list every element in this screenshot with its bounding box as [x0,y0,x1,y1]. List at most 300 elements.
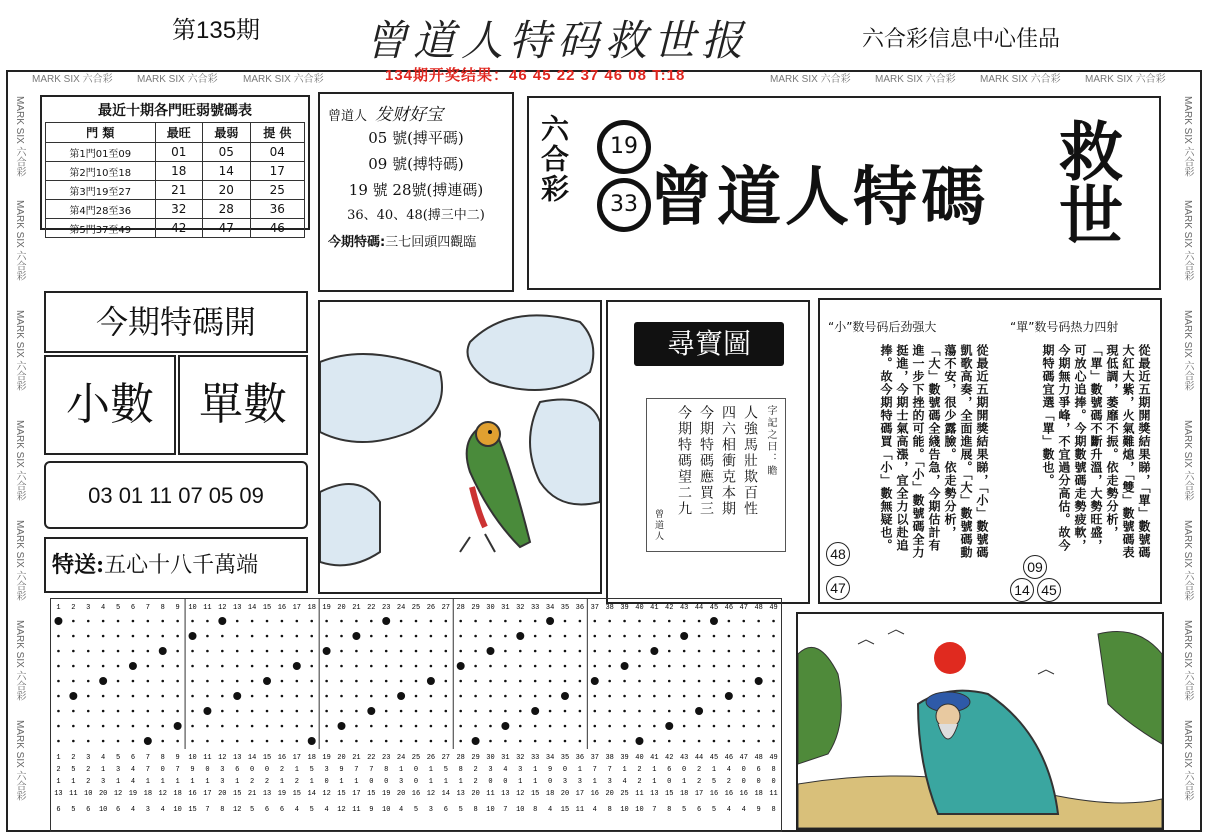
grid-stat-value: 1 [711,766,717,774]
grid-header-number: 1 [56,754,61,762]
grid-stat-value: 1 [160,778,165,786]
number-circle: 45 [1037,578,1061,602]
grid-header-number: 44 [694,754,704,762]
grid-dot [564,725,567,728]
grid-dot [161,620,164,623]
grid-stat-value: 1 [682,778,687,786]
table-cell: 21 [155,181,203,200]
table-cell: 36 [250,200,304,219]
grid-dot [593,740,596,743]
grid-dot [296,725,299,728]
grid-dot [221,710,224,713]
grid-dot [504,710,507,713]
grid-header-number: 13 [233,754,242,762]
grid-stat-value: 4 [503,766,508,774]
grid-stat-value: 1 [652,778,657,786]
grid-dot [266,740,269,743]
hot-table-grid [45,122,305,238]
grid-header-number: 18 [307,604,316,612]
grid-dot [176,680,179,683]
grid-dot [668,620,671,623]
grid-dot [653,635,656,638]
grid-header-number: 29 [471,754,480,762]
grid-stat-value: 17 [694,790,704,798]
grid-dot [236,740,239,743]
grid-dot [430,635,433,638]
grid-stat-value: 12 [113,790,123,798]
grid-header-number: 30 [486,754,495,762]
grid-stat-value: 3 [145,806,150,814]
grid-dot [87,740,90,743]
grid-dot [772,665,775,668]
grid-dot [370,650,373,653]
grid-stat-value: 2 [473,766,478,774]
analysis-head-left: “小”数号码后劲强大 [828,320,937,334]
grid-header-number: 39 [620,604,629,612]
watermark: MARK SIX 六合彩 [14,720,25,801]
grid-stat-value: 1 [175,778,180,786]
grid-dot [236,710,239,713]
grid-dot [444,665,447,668]
special-label: 今期特碼: [328,235,386,250]
tip-line: 36、40、48(搏三中二) [347,208,485,223]
grid-dot [69,692,77,700]
grid-stat-value: 10 [516,806,525,814]
grid-dot [504,740,507,743]
grid-dot [504,635,507,638]
grid-stat-value: 9 [369,806,374,814]
grid-stat-value: 15 [292,790,302,798]
watermark: MARK SIX 六合彩 [1182,520,1193,601]
grid-dot [57,680,60,683]
grid-dot [698,620,701,623]
number-circle: 48 [826,542,850,566]
grid-header-number: 26 [426,754,436,762]
grid-dot [340,695,343,698]
grid-dot [400,665,403,668]
grid-stat-value: 1 [309,778,314,786]
grid-dot [325,725,328,728]
grid-dot [281,635,284,638]
grid-dot [266,665,269,668]
grid-header-number: 38 [605,604,614,612]
grid-dot [72,740,75,743]
grid-stat-value: 3 [324,766,329,774]
grid-dot [251,710,254,713]
grid-stat-value: 3 [518,766,523,774]
grid-header-number: 40 [635,754,644,762]
analysis-right-text: 從最近五期開獎結果睇，「單」數號碼大紅大紫，火氣難熄，「雙」數號碼表現低調，萎靡不振。依走勢分析，「單」數號碼不斷升溫，大勢旺盛，可放心追捧。今期數號碼走勢疲軟，今期無力爭峰，不宜過分高估。故今期特碼宜選「單」數也。 [1041,344,1151,559]
grid-dot [251,665,254,668]
grid-dot [650,647,658,655]
grid-dot [638,635,641,638]
grid-dot [355,725,358,728]
grid-stat-value: 12 [516,790,525,798]
grid-dot [757,620,760,623]
grid-dot [415,740,418,743]
grid-dot [549,650,552,653]
grid-dot [519,725,522,728]
grid-stat-value: 0 [547,778,553,786]
grid-stat-value: 7 [652,806,657,814]
grid-dot [293,662,301,670]
grid-dot [400,725,403,728]
grid-dot [608,650,611,653]
grid-dot [176,650,179,653]
grid-stat-value: 1 [339,778,344,786]
grid-dot [251,635,254,638]
grid-stat-value: 16 [590,790,599,798]
grid-dot [72,710,75,713]
grid-dot [236,665,239,668]
grid-header-number: 41 [650,754,659,762]
grid-dot [87,725,90,728]
grid-stat-value: 17 [352,790,361,798]
grid-stat-value: 16 [709,790,719,798]
grid-stat-value: 0 [562,766,568,774]
table-cell: 第3門19至27 [46,181,156,200]
grid-dot [534,725,537,728]
grid-dot [87,710,90,713]
grid-dot [698,695,701,698]
grid-dot [623,635,626,638]
grid-dot [87,695,90,698]
grid-dot [310,620,313,623]
grid-dot [325,740,328,743]
grid-dot [459,725,462,728]
grid-stat-value: 0 [384,778,389,786]
grid-stat-value: 8 [771,766,776,774]
grid-header-number: 20 [337,604,346,612]
grid-dot [772,740,775,743]
grid-dot [206,665,209,668]
table-cell: 14 [203,162,251,181]
grid-header-number: 36 [575,604,585,612]
sig-name: 曾道人 [328,109,368,124]
grid-dot [579,635,582,638]
grid-dot [325,665,328,668]
grid-dot [564,665,567,668]
ball-2: 33 [597,178,651,232]
table-cell: 第4門28至36 [46,200,156,219]
tip-line: 09 號(搏特碼) [368,155,464,173]
grid-stat-value: 20 [471,790,480,798]
grid-stat-value: 8 [771,806,776,814]
grid-stat-value: 6 [279,806,285,814]
grid-stat-value: 4 [547,806,553,814]
grid-dot [385,710,388,713]
grid-header-number: 12 [218,604,227,612]
grid-dot [400,710,403,713]
grid-stat-value: 3 [399,778,404,786]
grid-dot [310,680,313,683]
grid-dot [415,620,418,623]
grid-dot [725,692,733,700]
grid-dot [132,740,135,743]
grid-header-number: 5 [115,754,121,762]
grid-header-number: 9 [175,754,180,762]
grid-header-number: 19 [322,604,331,612]
number-circle: 14 [1010,578,1034,602]
watermark: MARK SIX 六合彩 [1182,720,1193,801]
grid-stat-value: 20 [560,790,570,798]
grid-stat-value: 11 [575,806,585,814]
grid-dot [176,620,179,623]
grid-stat-value: 2 [696,766,702,774]
grid-dot [236,620,239,623]
grid-dot [161,665,164,668]
grid-dot [221,695,224,698]
ball-1: 19 [597,120,651,174]
grid-dot [266,695,269,698]
grid-dot [176,710,179,713]
grid-stat-value: 12 [426,790,436,798]
grid-header-number: 49 [769,754,778,762]
grid-dot [355,710,358,713]
grid-header-number: 42 [665,754,674,762]
grid-dot [117,635,120,638]
grid-stat-value: 8 [667,806,672,814]
grid-stat-value: 1 [428,778,433,786]
grid-stat-value: 11 [352,806,361,814]
grid-dot [191,725,194,728]
grid-header-number: 6 [130,754,136,762]
grid-dot [132,710,135,713]
grid-dot [72,725,75,728]
grid-header-number: 24 [396,754,406,762]
grid-dot [683,725,686,728]
draw-result: 134期开奖结果：46 45 22 37 46 08 T:18 [385,67,686,84]
grid-stat-value: 0 [741,766,746,774]
watermark: MARK SIX 六合彩 [1182,200,1193,281]
grid-dot [102,725,105,728]
grid-dot [593,725,596,728]
grid-stat-value: 7 [175,766,180,774]
grid-dot [355,680,358,683]
grid-dot [132,680,135,683]
grid-header-number: 23 [382,604,391,612]
grid-dot [415,710,418,713]
grid-dot [593,650,596,653]
grid-dot [579,665,582,668]
grid-stat-value: 17 [203,790,212,798]
grid-dot [400,620,403,623]
special-small: 小數 [44,355,176,455]
grid-dot [549,740,552,743]
grid-dot [519,680,522,683]
grid-stat-value: 4 [741,806,746,814]
grid-stat-value: 14 [441,790,450,798]
grid-dot [713,665,716,668]
grid-stat-value: 4 [399,806,404,814]
grid-dot [161,710,164,713]
grid-dot [57,650,60,653]
grid-dot [355,695,358,698]
grid-stat-value: 0 [756,778,761,786]
grid-dot [459,650,462,653]
tip-line: 19 號 28號(搏連碼) [348,181,484,199]
grid-dot [310,695,313,698]
grid-stat-value: 12 [337,806,346,814]
grid-dot [117,680,120,683]
watermark: MARK SIX 六合彩 [770,74,851,85]
grid-dot [236,680,239,683]
grid-dot [400,740,403,743]
grid-stat-value: 19 [277,790,287,798]
grid-dot [713,635,716,638]
grid-dot [310,710,313,713]
grid-stat-value: 1 [279,778,285,786]
grid-dot [87,650,90,653]
grid-header-number: 29 [471,604,480,612]
grid-dot [161,725,164,728]
grid-stat-value: 4 [726,766,731,774]
grid-dot [117,650,120,653]
grid-dot [296,620,299,623]
grid-dot [132,725,135,728]
grid-dot [281,695,284,698]
grid-dot [474,710,477,713]
grid-header-number: 45 [709,754,719,762]
grid-stat-value: 7 [145,766,150,774]
grid-header-number: 47 [739,754,748,762]
grid-dot [370,680,373,683]
grid-header-number: 12 [218,754,227,762]
grid-dot [57,710,60,713]
grid-stat-value: 6 [235,766,240,774]
grid-dot [728,665,731,668]
grid-dot [87,680,90,683]
grid-header-number: 30 [486,604,495,612]
grid-dot [397,692,405,700]
watermark: MARK SIX 六合彩 [32,74,113,85]
grid-stat-value: 16 [411,790,421,798]
grid-stat-value: 3 [562,778,568,786]
hot-number-table [40,95,310,236]
grid-dot [653,710,656,713]
grid-stat-value: 0 [488,778,493,786]
grid-stat-value: 9 [547,766,553,774]
grid-dot [281,665,284,668]
bird-drawing [320,302,600,592]
grid-dot [310,635,313,638]
grid-dot [296,695,299,698]
grid-stat-value: 4 [622,778,627,786]
grid-dot [221,635,224,638]
grid-dot [653,665,656,668]
grid-dot [549,635,552,638]
grid-dot [608,710,611,713]
grid-stat-value: 0 [771,778,776,786]
tips-box [318,92,514,292]
poem-line: 人強馬壯欺百性 [742,405,758,517]
grid-dot [57,695,60,698]
grid-dot [728,740,731,743]
grid-dot [191,695,194,698]
grid-dot [370,695,373,698]
grid-header-number: 3 [86,604,91,612]
grid-dot [281,680,284,683]
grid-header-number: 40 [635,604,644,612]
grid-stat-value: 1 [115,778,121,786]
grid-dot [191,680,194,683]
grid-dot [638,665,641,668]
grid-stat-value: 5 [682,806,687,814]
grid-dot [176,635,179,638]
grid-dot [355,650,358,653]
grid-dot [400,680,403,683]
grid-dot [713,740,716,743]
grid-dot [102,695,105,698]
grid-dot [653,620,656,623]
grid-dot [415,650,418,653]
grid-dot [370,620,373,623]
grid-stat-value: 11 [635,790,644,798]
grid-dot [444,725,447,728]
grid-dot [593,635,596,638]
grid-dot [504,695,507,698]
grid-stat-value: 18 [143,790,153,798]
watermark: MARK SIX 六合彩 [14,520,25,601]
grid-stat-value: 2 [473,778,478,786]
grid-dot [430,725,433,728]
grid-header-number: 43 [679,754,689,762]
grid-stat-value: 21 [247,790,257,798]
grid-dot [635,737,643,745]
grid-dot [474,680,477,683]
grid-dot [415,725,418,728]
send-label: 特送: [52,552,105,578]
grid-dot [486,647,494,655]
grid-dot [683,710,686,713]
brand-text: 六合彩信息中心佳品 [862,27,1061,52]
grid-dot [296,635,299,638]
grid-header-number: 4 [101,754,106,762]
grid-stat-value: 2 [279,766,285,774]
grid-stat-value: 15 [337,790,346,798]
grid-header-number: 28 [456,754,465,762]
grid-dot [325,635,328,638]
grid-dot [757,635,760,638]
table-header: 門 類 [46,123,156,143]
grid-dot [308,737,316,745]
grid-dot [489,620,492,623]
grid-dot [474,650,477,653]
grid-dot [591,677,599,685]
grid-stat-value: 18 [679,790,689,798]
special-open-title: 今期特碼開 [44,291,308,353]
grid-stat-value: 4 [130,806,136,814]
grid-dot [430,650,433,653]
grid-dot [519,710,522,713]
grid-dot [713,650,716,653]
grid-stat-value: 6 [696,806,702,814]
grid-stat-value: 4 [294,806,299,814]
grid-dot [296,710,299,713]
grid-dot [251,620,254,623]
grid-dot [698,635,701,638]
grid-dot [370,665,373,668]
grid-dot [385,665,388,668]
grid-dot [534,680,537,683]
grid-dot [546,617,554,625]
grid-stat-value: 15 [560,806,570,814]
grid-dot [266,710,269,713]
special-odd: 單數 [178,355,308,455]
grid-stat-value: 5 [309,806,314,814]
grid-dot [504,680,507,683]
grid-dot [516,632,524,640]
